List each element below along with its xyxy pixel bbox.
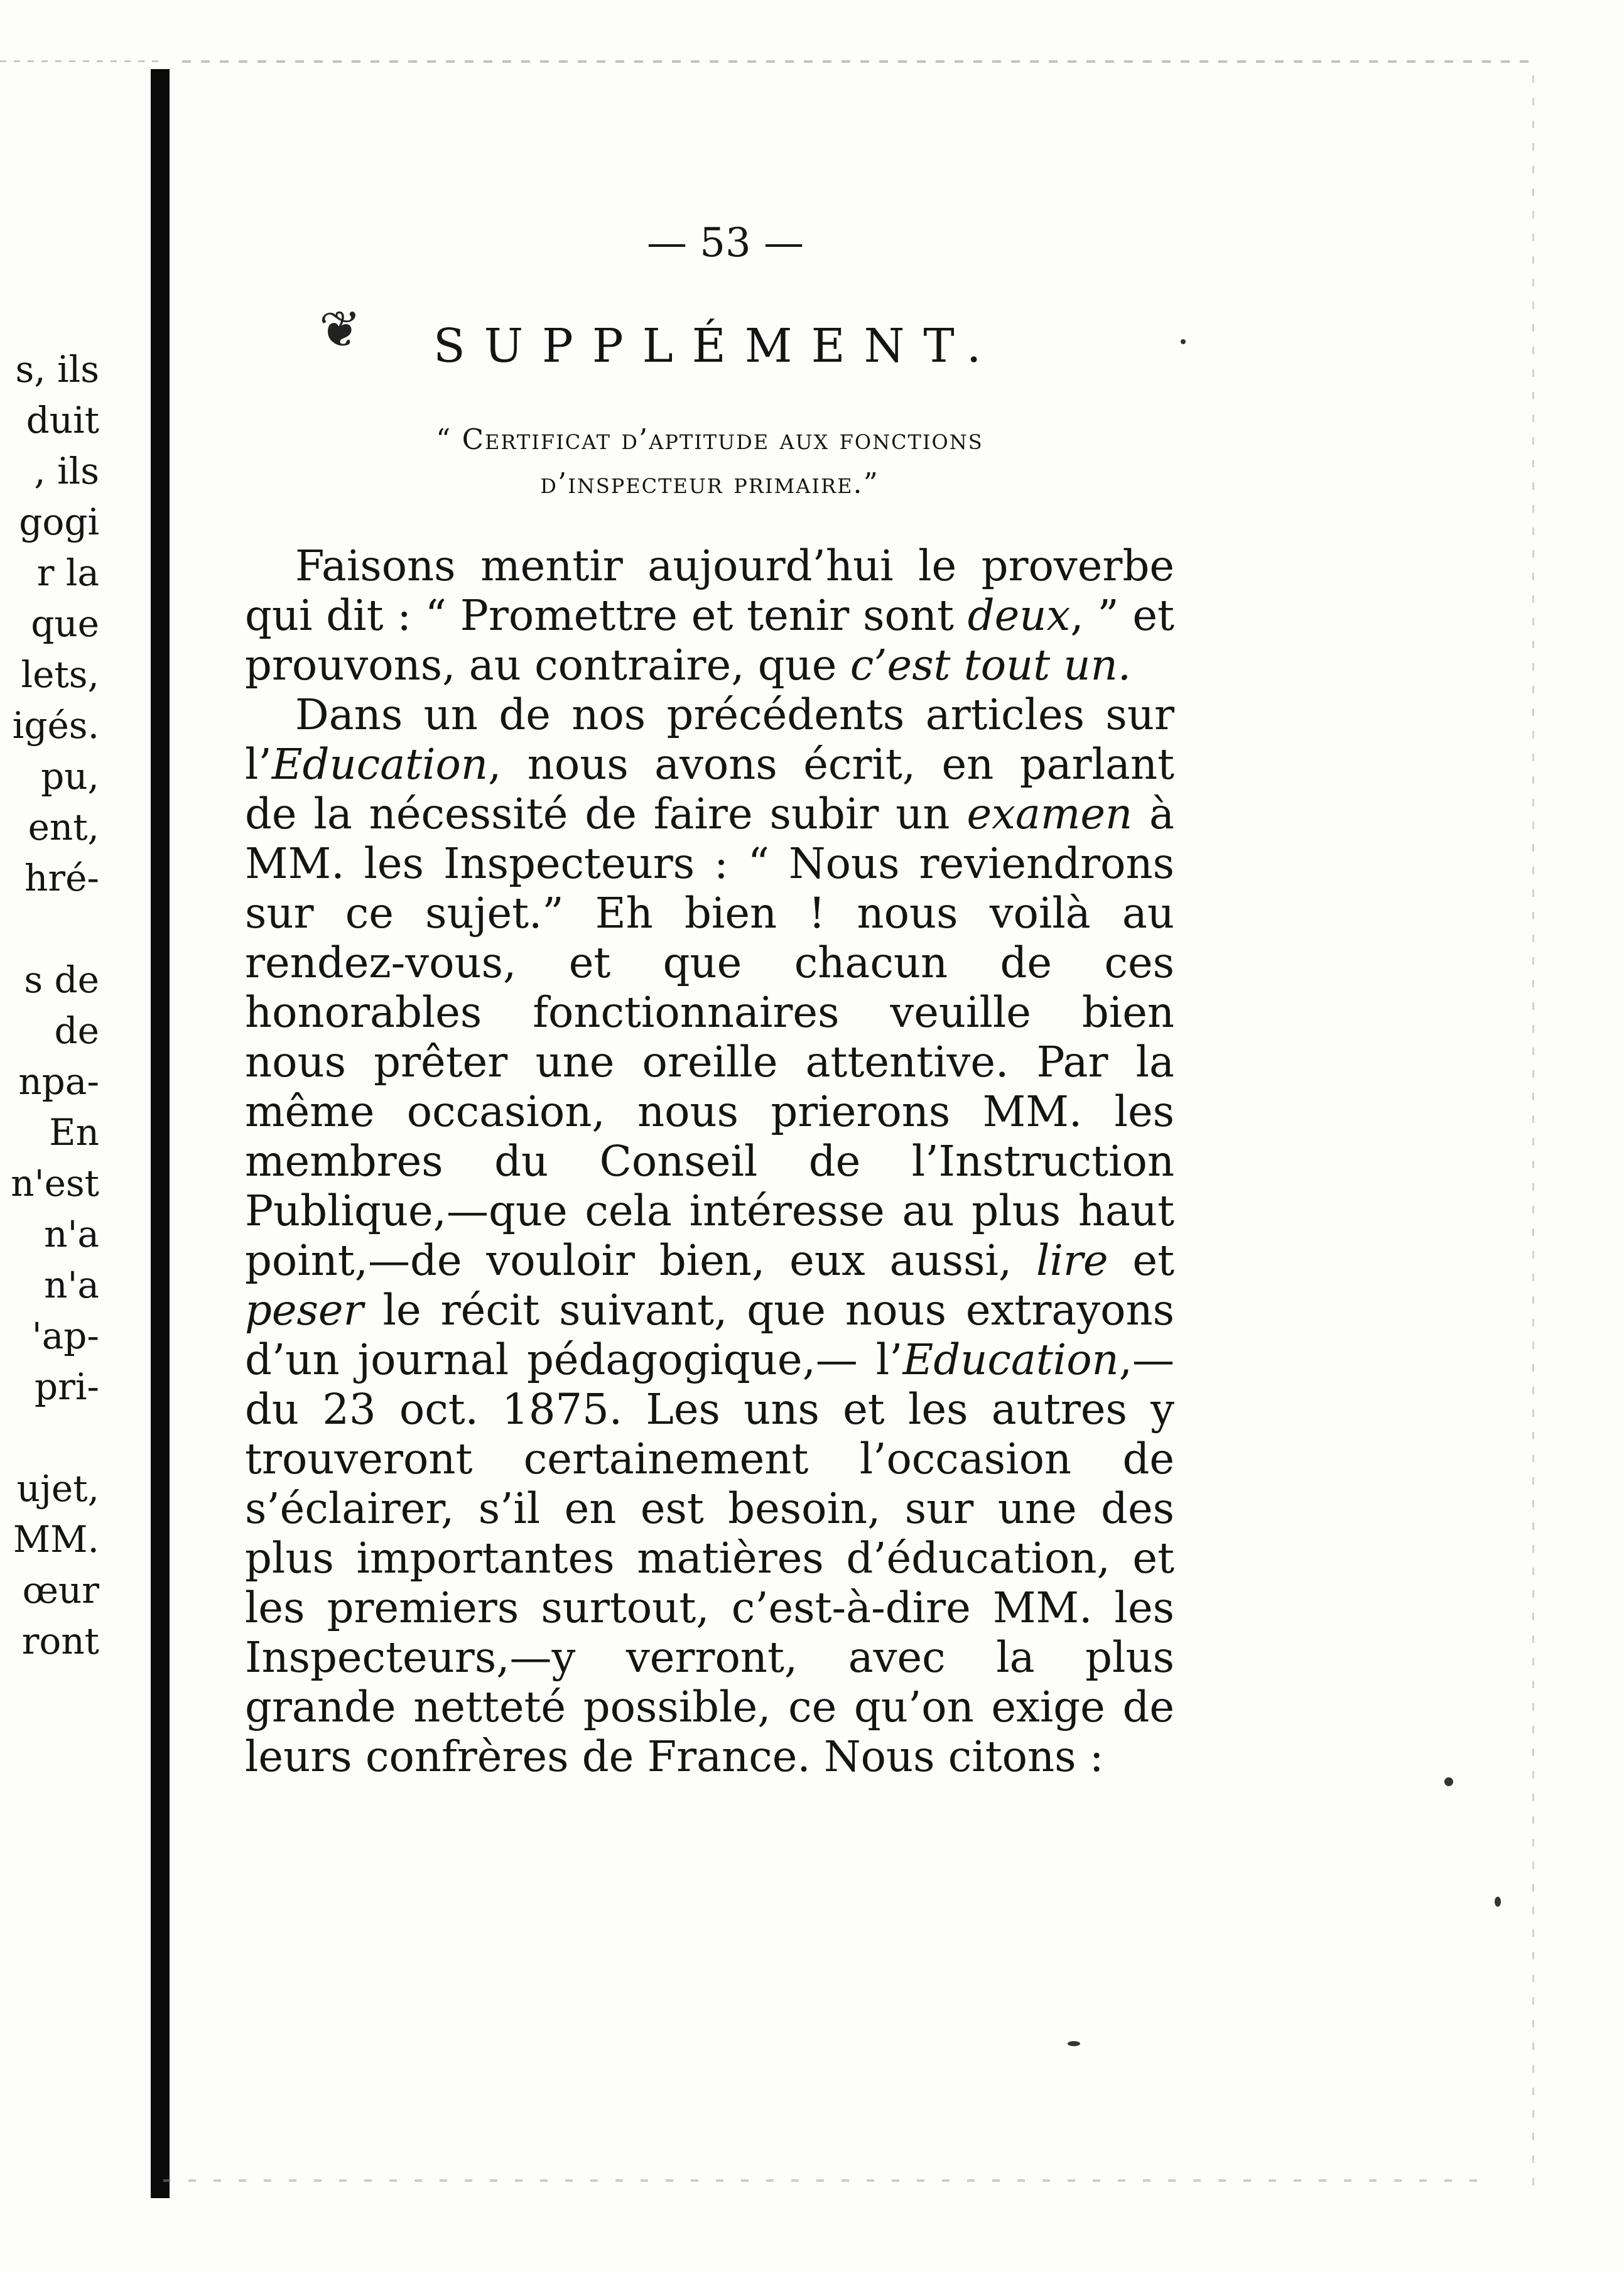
- ink-speck: [1068, 2041, 1080, 2046]
- previous-page-fragment: [0, 344, 126, 1667]
- previous-page-line: [0, 904, 126, 955]
- previous-page-line: n'a: [44, 1264, 99, 1306]
- previous-page-line: r la: [36, 551, 99, 594]
- previous-page-line: igés.: [12, 704, 99, 747]
- previous-page-line: lets,: [21, 653, 99, 696]
- text-run: ,—du 23 oct. 1875. Les uns et les autres y trouveront certainement l’occasion de s’éclairer, s’il en est besoin, sur une des plus importantes matières d’éducation, et les premiers surtout, c’est-à-dire MM. les Inspecteurs,—y verront, avec la plus grande netteté possible, ce qu’on exige de leurs confrères de France. Nous citons :: [245, 1335, 1174, 1781]
- previous-page-line: duit: [26, 399, 99, 442]
- previous-page-line: que: [31, 602, 99, 645]
- ink-speck: [1495, 1897, 1501, 1907]
- paragraph-1: [245, 541, 1174, 690]
- previous-page-line: pri-: [34, 1365, 99, 1408]
- previous-page-line: hré-: [24, 857, 99, 899]
- italic-run: Education: [271, 740, 488, 789]
- previous-page-line: n'a: [44, 1213, 99, 1255]
- text-run: et: [1108, 1236, 1174, 1285]
- previous-page-line: s, ils: [15, 348, 99, 391]
- subheading-line-1: “ Certificat d’aptitude aux fonctions: [436, 423, 983, 456]
- previous-page-line: En: [49, 1111, 99, 1154]
- previous-page-line: ront: [21, 1620, 99, 1662]
- text-run: , nous avons écrit, en parlant de la nécessité de faire subir un: [245, 740, 1174, 838]
- body-text: [245, 541, 1174, 1782]
- text-run: Dans un de nos précédents articles sur l’: [245, 690, 1174, 789]
- ink-speck: [1444, 1777, 1453, 1786]
- previous-page-line: [0, 1412, 126, 1463]
- scan-border-right: [1532, 75, 1534, 2198]
- page-number: — 53 —: [646, 220, 804, 266]
- book-gutter-shadow: [151, 69, 170, 2198]
- previous-page-line: n'est: [11, 1162, 99, 1205]
- subheading-line-2: d’inspecteur primaire.”: [540, 467, 879, 500]
- section-heading: SUPPLÉMENT.: [433, 319, 1000, 373]
- scan-border-left-top: [0, 60, 163, 62]
- ink-speck: [1181, 339, 1186, 344]
- previous-page-line: pu,: [41, 755, 99, 798]
- scan-border-bottom: [163, 2179, 1482, 2182]
- text-run: à MM. les Inspecteurs : “ Nous reviendrons sur ce sujet.” Eh bien ! nous voilà au rendez-vous, et que chacun de ces honorables fonctionnaires veuille bien nous prêter une oreille attentive. Par la même occasion, nous prierons MM. les membres du Conseil de l’Instruction Publique,—que cela intéresse au plus haut point,—de vouloir bien, eux aussi,: [245, 789, 1175, 1285]
- previous-page-line: ujet,: [16, 1467, 99, 1510]
- previous-page-line: ent,: [28, 806, 99, 848]
- italic-run: lire: [1036, 1236, 1108, 1285]
- previous-page-line: 'ap-: [31, 1314, 99, 1357]
- italic-run: peser: [245, 1286, 364, 1335]
- section-subheading: [245, 418, 1174, 506]
- italic-run: Education: [902, 1335, 1119, 1384]
- text-run: Faisons mentir aujourd’hui le proverbe qui dit : “ Promettre et tenir sont: [245, 541, 1174, 640]
- italic-run: examen: [966, 789, 1133, 838]
- text-run: , ” et prouvons, au contraire, que: [245, 591, 1174, 690]
- text-run: le récit suivant, que nous extrayons d’un journal pédagogique,— l’: [245, 1286, 1174, 1384]
- previous-page-line: œur: [22, 1569, 99, 1612]
- paragraph-2: [245, 690, 1174, 1782]
- previous-page-line: de: [54, 1009, 99, 1052]
- italic-run: deux: [967, 591, 1071, 640]
- previous-page-line: npa-: [18, 1060, 99, 1103]
- scan-border-top: [182, 60, 1532, 63]
- previous-page-line: , ils: [34, 450, 99, 492]
- italic-run: c’est tout un.: [850, 641, 1132, 690]
- ornament-icon: ❦: [319, 300, 362, 359]
- previous-page-line: gogi: [19, 501, 99, 543]
- previous-page-line: s de: [24, 958, 99, 1001]
- previous-page-line: MM.: [13, 1518, 99, 1561]
